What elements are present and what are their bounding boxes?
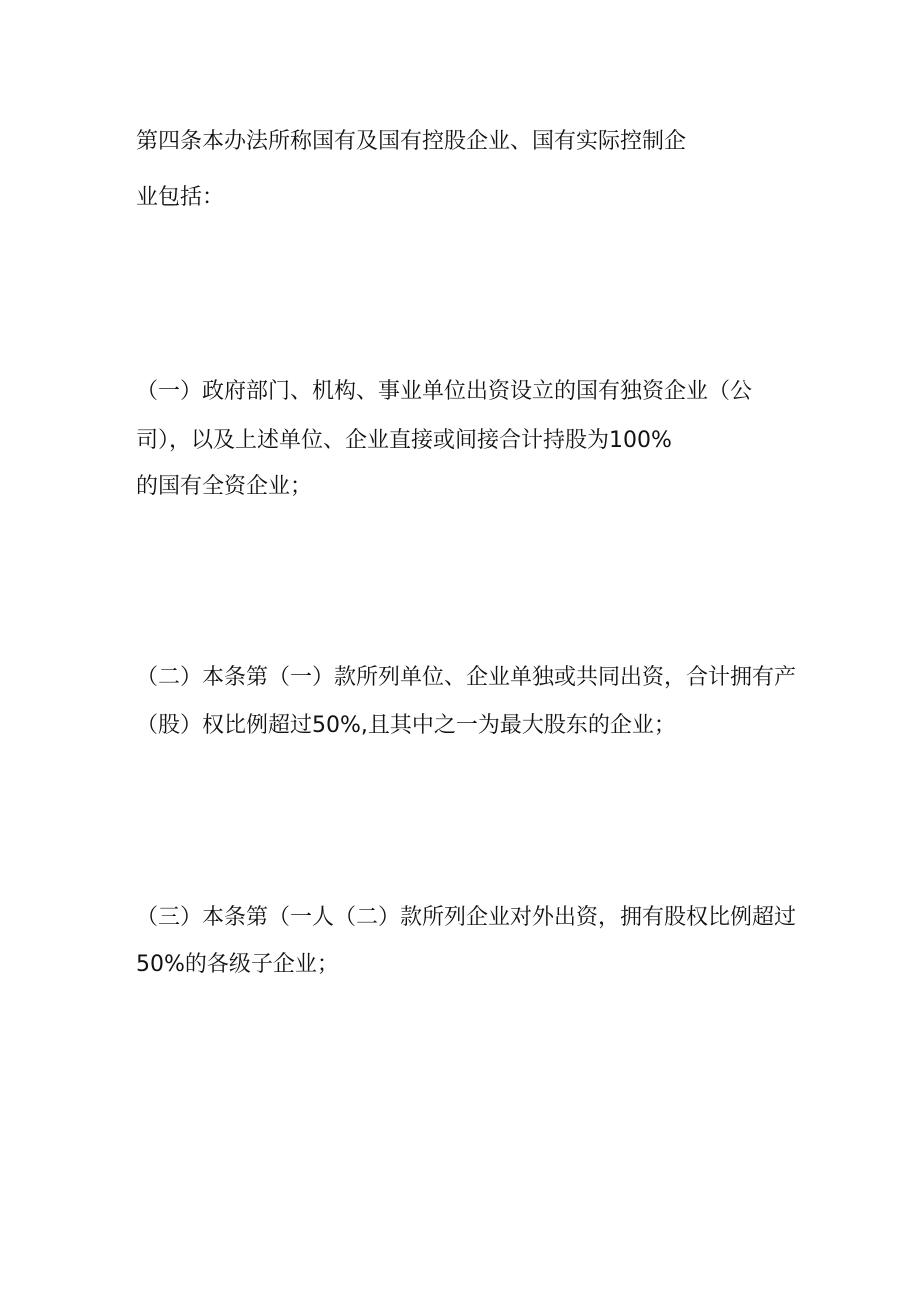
item-3-line-2: 50%的各级子企业；: [136, 952, 339, 977]
article-4-line-1: 第四条本办法所称国有及国有控股企业、国有实际控制企: [136, 129, 687, 154]
item-3-line-1: （三）本条第（一人（二）款所列企业对外出资，拥有股权比例超过: [136, 905, 797, 930]
item-2-line-1: （二）本条第（一）款所列单位、企业单独或共同出资，合计拥有产: [136, 665, 797, 690]
item-2-line-2: （股）权比例超过50%,且其中之一为最大股东的企业；: [136, 713, 676, 738]
item-1-line-3: 的国有全资企业；: [136, 474, 313, 499]
item-1-line-1: （一）政府部门、机构、事业单位出资设立的国有独资企业（公: [136, 379, 753, 404]
article-4-line-2: 业包括：: [136, 185, 225, 210]
item-1-line-2: 司），以及上述单位、企业直接或间接合计持股为100%: [136, 428, 672, 453]
